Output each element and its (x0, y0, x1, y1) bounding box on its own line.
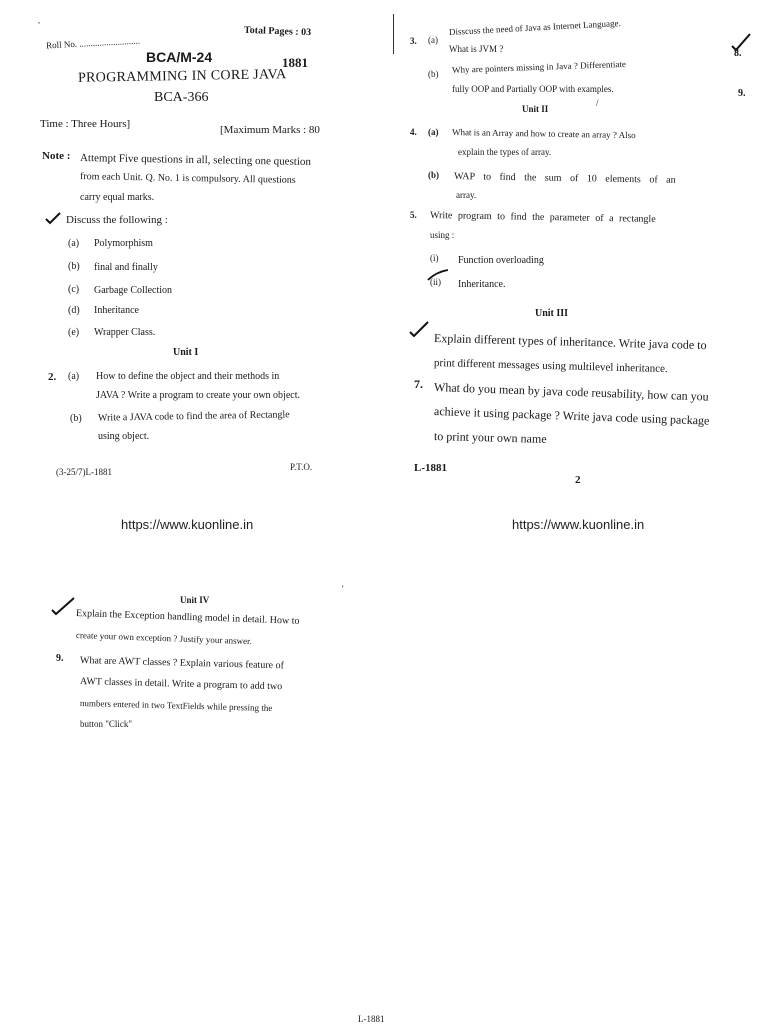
q9-line-3: numbers entered in two TextFields while pressing the (79, 698, 273, 714)
q9-line-2: AWT classes in detail. Write a program to add two (79, 676, 283, 693)
margin-number-8: 8. (734, 48, 742, 59)
q3a-line-2: What is JVM ? (449, 44, 504, 54)
unit-3-heading: Unit III (535, 308, 569, 319)
q2a-line-1: How to define the object and their methods in (96, 371, 280, 382)
q1-item-label: (c) (68, 284, 80, 295)
note-label: Note : (42, 150, 71, 162)
margin-number-9: 9. (738, 88, 746, 99)
course-code: BCA/M-24 (146, 49, 213, 65)
q1-item-text: final and finally (94, 262, 158, 273)
q5-line-2: using : (430, 230, 455, 240)
q1-item-text: Wrapper Class. (94, 327, 156, 338)
q7-line-3: to print your own name (433, 429, 547, 446)
stray-mark: ' (342, 584, 344, 594)
bottom-code: L-1881 (358, 1014, 385, 1024)
page-edge-line (393, 14, 394, 54)
q6-line-1: Explain different types of inheritance. Write java code to (433, 331, 707, 353)
q9-line-1: What are AWT classes ? Explain various feature of (79, 655, 285, 672)
q4b-line-1: WAP to find the sum of 10 elements of an (453, 171, 676, 186)
note-line-1: Attempt Five questions in all, selecting one question (79, 151, 312, 169)
q7-line-1: What do you mean by java code reusability, how can you (433, 380, 709, 404)
time-allowed: Time : Three Hours] (40, 118, 131, 130)
q1-item-text: Inheritance (94, 305, 139, 316)
q3a-line-1: Disscuss the need of Java as Internet Language. (448, 18, 621, 37)
q3b-line-2: fully OOP and Partially OOP with examples. (452, 84, 614, 94)
q9-number: 9. (56, 653, 64, 664)
note-line-2: from each Unit. Q. No. 1 is compulsory. All questions (79, 171, 296, 186)
q4a-line-2: explain the types of array. (458, 147, 552, 157)
q5ii-label: (ii) (430, 277, 441, 287)
q3b-line-1: Why are pointers missing in Java ? Differentiate (451, 58, 627, 75)
q4b-line-2: array. (456, 190, 477, 200)
q5i-text: Function overloading (458, 255, 544, 266)
footer-code: L-1881 (414, 462, 447, 474)
q5i-label: (i) (430, 253, 439, 263)
total-pages: Total Pages : 03 (243, 24, 312, 39)
unit-4-heading: Unit IV (180, 595, 210, 605)
q3b-label: (b) (428, 69, 439, 79)
footer-code: (3-25/7)L-1881 (56, 467, 112, 477)
q5-number: 5. (410, 210, 417, 220)
q5-line-1: Write program to find the parameter of a rectangle (429, 210, 656, 225)
paper-number: 1881 (282, 55, 308, 70)
q2b-label: (b) (70, 413, 82, 424)
q9-line-4: button "Click" (80, 719, 133, 729)
q1-item-label: (e) (68, 327, 80, 338)
unit-2-heading: Unit II (522, 104, 549, 114)
q3-number: 3. (410, 36, 417, 46)
q2a-line-2: JAVA ? Write a program to create your own object. (96, 390, 300, 401)
q1-item-text: Polymorphism (94, 238, 153, 249)
q1-item-label: (b) (68, 261, 80, 272)
subject-code: BCA-366 (154, 90, 209, 105)
q4a-line-1: What is an Array and how to create an array ? Also (451, 127, 636, 141)
q6-line-2: print different messages using multilevel inheritance. (433, 357, 668, 376)
q7-number: 7. (414, 377, 423, 391)
q4a-label: (a) (428, 127, 439, 137)
unit-1-heading: Unit I (173, 347, 199, 358)
q2b-line-1: Write a JAVA code to find the area of Rectangle (97, 409, 290, 424)
watermark-url-right: https://www.kuonline.in (512, 517, 645, 532)
maximum-marks: [Maximum Marks : 80 (220, 124, 320, 136)
q1-item-label: (d) (68, 305, 80, 316)
q1-item-text: Garbage Collection (94, 285, 173, 296)
note-line-3: carry equal marks. (80, 192, 155, 203)
stray-mark: , (38, 16, 40, 25)
q5ii-text: Inheritance. (458, 279, 506, 290)
q1-item-label: (a) (68, 238, 80, 249)
roll-no: Roll No. ........................... (45, 35, 141, 51)
watermark-url-left: https://www.kuonline.in (121, 517, 254, 532)
pto: P.T.O. (290, 462, 313, 472)
q7-line-2: achieve it using package ? Write java code using package (433, 404, 710, 428)
q2a-label: (a) (68, 371, 80, 382)
paper-title: PROGRAMMING IN CORE JAVA (77, 67, 287, 86)
q8-line-1: Explain the Exception handling model in detail. How to (75, 608, 300, 627)
stray-mark: / (596, 98, 599, 108)
q8-line-2: create your own exception ? Justify your answer. (75, 630, 253, 647)
q2b-line-2: using object. (98, 431, 150, 442)
q4-number: 4. (410, 127, 417, 137)
q2-number: 2. (48, 371, 57, 383)
q1-text: Discuss the following : (66, 214, 168, 226)
page-number: 2 (575, 474, 581, 486)
q3a-label: (a) (428, 35, 438, 45)
q4b-label: (b) (428, 170, 439, 180)
